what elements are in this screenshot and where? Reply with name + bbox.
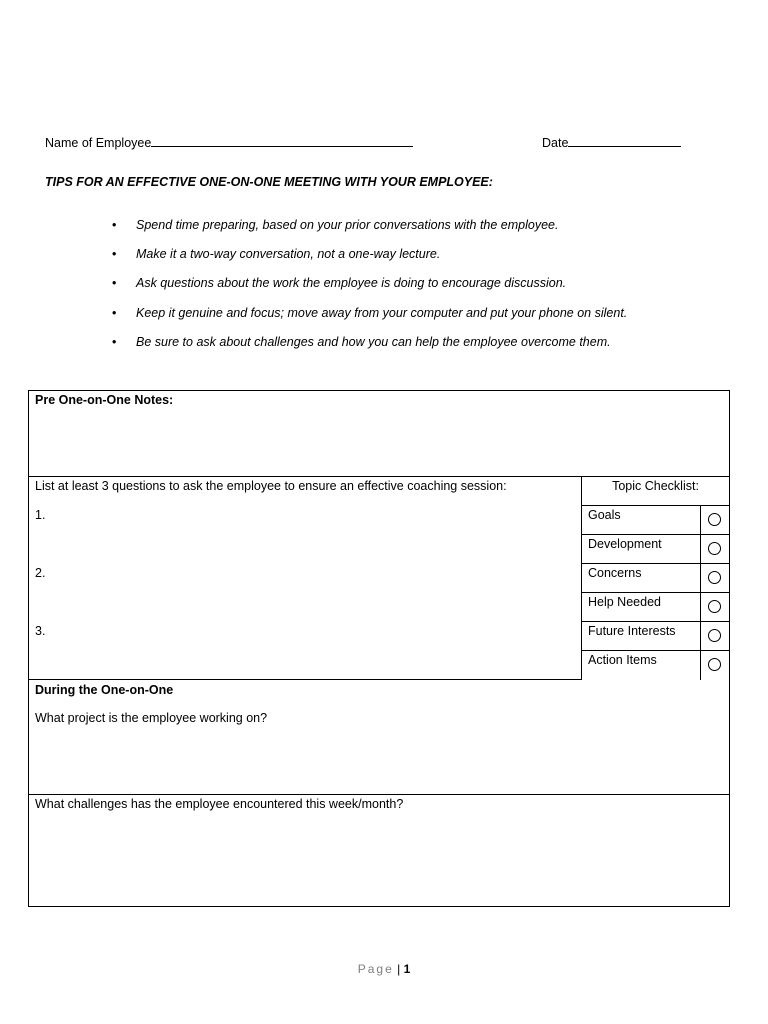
page-number: 1 bbox=[403, 962, 411, 976]
questions-section[interactable] bbox=[29, 477, 582, 680]
tip-item: • Spend time preparing, based on your prior conversations with the employee. bbox=[112, 215, 627, 244]
checkbox-circle-icon[interactable] bbox=[708, 629, 721, 642]
checklist-item-label: Goals bbox=[588, 508, 621, 522]
during-section[interactable] bbox=[29, 680, 729, 795]
project-question: What project is the employee working on? bbox=[35, 711, 268, 725]
bullet-icon: • bbox=[112, 247, 117, 262]
employee-name-blank[interactable] bbox=[151, 132, 413, 147]
tip-item: • Make it a two-way conversation, not a one-way lecture. bbox=[112, 244, 627, 273]
employee-name-field bbox=[45, 132, 413, 150]
checklist-item-label: Help Needed bbox=[588, 595, 661, 609]
checklist-row-help-needed bbox=[582, 593, 729, 622]
pre-notes-section[interactable] bbox=[29, 391, 729, 477]
checklist-item-label: Development bbox=[588, 537, 662, 551]
question-number: 1. bbox=[35, 508, 46, 522]
bullet-icon: • bbox=[112, 305, 117, 320]
checkbox-circle-icon[interactable] bbox=[708, 600, 721, 613]
checklist-row-action-items bbox=[582, 651, 729, 679]
questions-label: List at least 3 questions to ask the employee to ensure an effective coaching session: bbox=[35, 479, 507, 493]
checkbox-circle-icon[interactable] bbox=[708, 513, 721, 526]
checkbox-circle-icon[interactable] bbox=[708, 658, 721, 671]
bullet-icon: • bbox=[112, 218, 117, 232]
bullet-icon: • bbox=[112, 334, 117, 349]
checklist-item-label: Concerns bbox=[588, 566, 642, 580]
tip-item: • Ask questions about the work the employee is doing to encourage discussion. bbox=[112, 273, 627, 302]
tips-list bbox=[112, 215, 627, 361]
checklist-item-label: Action Items bbox=[588, 653, 657, 667]
page-separator: | bbox=[397, 962, 401, 976]
date-label: Date bbox=[542, 136, 569, 150]
date-field bbox=[542, 132, 681, 150]
topic-checklist-title: Topic Checklist: bbox=[582, 477, 729, 506]
tip-item: • Be sure to ask about challenges and how you can help the employee overcome them. bbox=[112, 332, 627, 361]
column-divider bbox=[700, 622, 701, 651]
employee-name-label: Name of Employee bbox=[45, 136, 152, 150]
checklist-row-development bbox=[582, 535, 729, 564]
question-number: 2. bbox=[35, 566, 46, 580]
during-label: During the One-on-One bbox=[35, 683, 174, 697]
checklist-item-label: Future Interests bbox=[588, 624, 676, 638]
one-on-one-form bbox=[28, 390, 730, 907]
column-divider bbox=[700, 535, 701, 564]
pre-notes-label: Pre One-on-One Notes: bbox=[35, 393, 174, 407]
checklist-row-goals bbox=[582, 506, 729, 535]
checklist-row-concerns bbox=[582, 564, 729, 593]
tips-title: TIPS FOR AN EFFECTIVE ONE-ON-ONE MEETING WITH YOUR EMPLOYEE: bbox=[45, 175, 493, 189]
column-divider bbox=[700, 506, 701, 535]
column-divider bbox=[700, 651, 701, 680]
checkbox-circle-icon[interactable] bbox=[708, 542, 721, 555]
question-number: 3. bbox=[35, 624, 46, 638]
column-divider bbox=[700, 593, 701, 622]
checklist-row-future-interests bbox=[582, 622, 729, 651]
tip-item: • Keep it genuine and focus; move away from your computer and put your phone on silent. bbox=[112, 303, 627, 332]
bullet-icon: • bbox=[112, 276, 117, 291]
page-footer bbox=[0, 962, 768, 976]
challenges-question: What challenges has the employee encountered this week/month? bbox=[35, 797, 404, 811]
date-blank[interactable] bbox=[568, 132, 681, 147]
checkbox-circle-icon[interactable] bbox=[708, 571, 721, 584]
challenges-section[interactable] bbox=[29, 795, 729, 906]
page-word: Page bbox=[357, 962, 394, 976]
column-divider bbox=[700, 564, 701, 593]
